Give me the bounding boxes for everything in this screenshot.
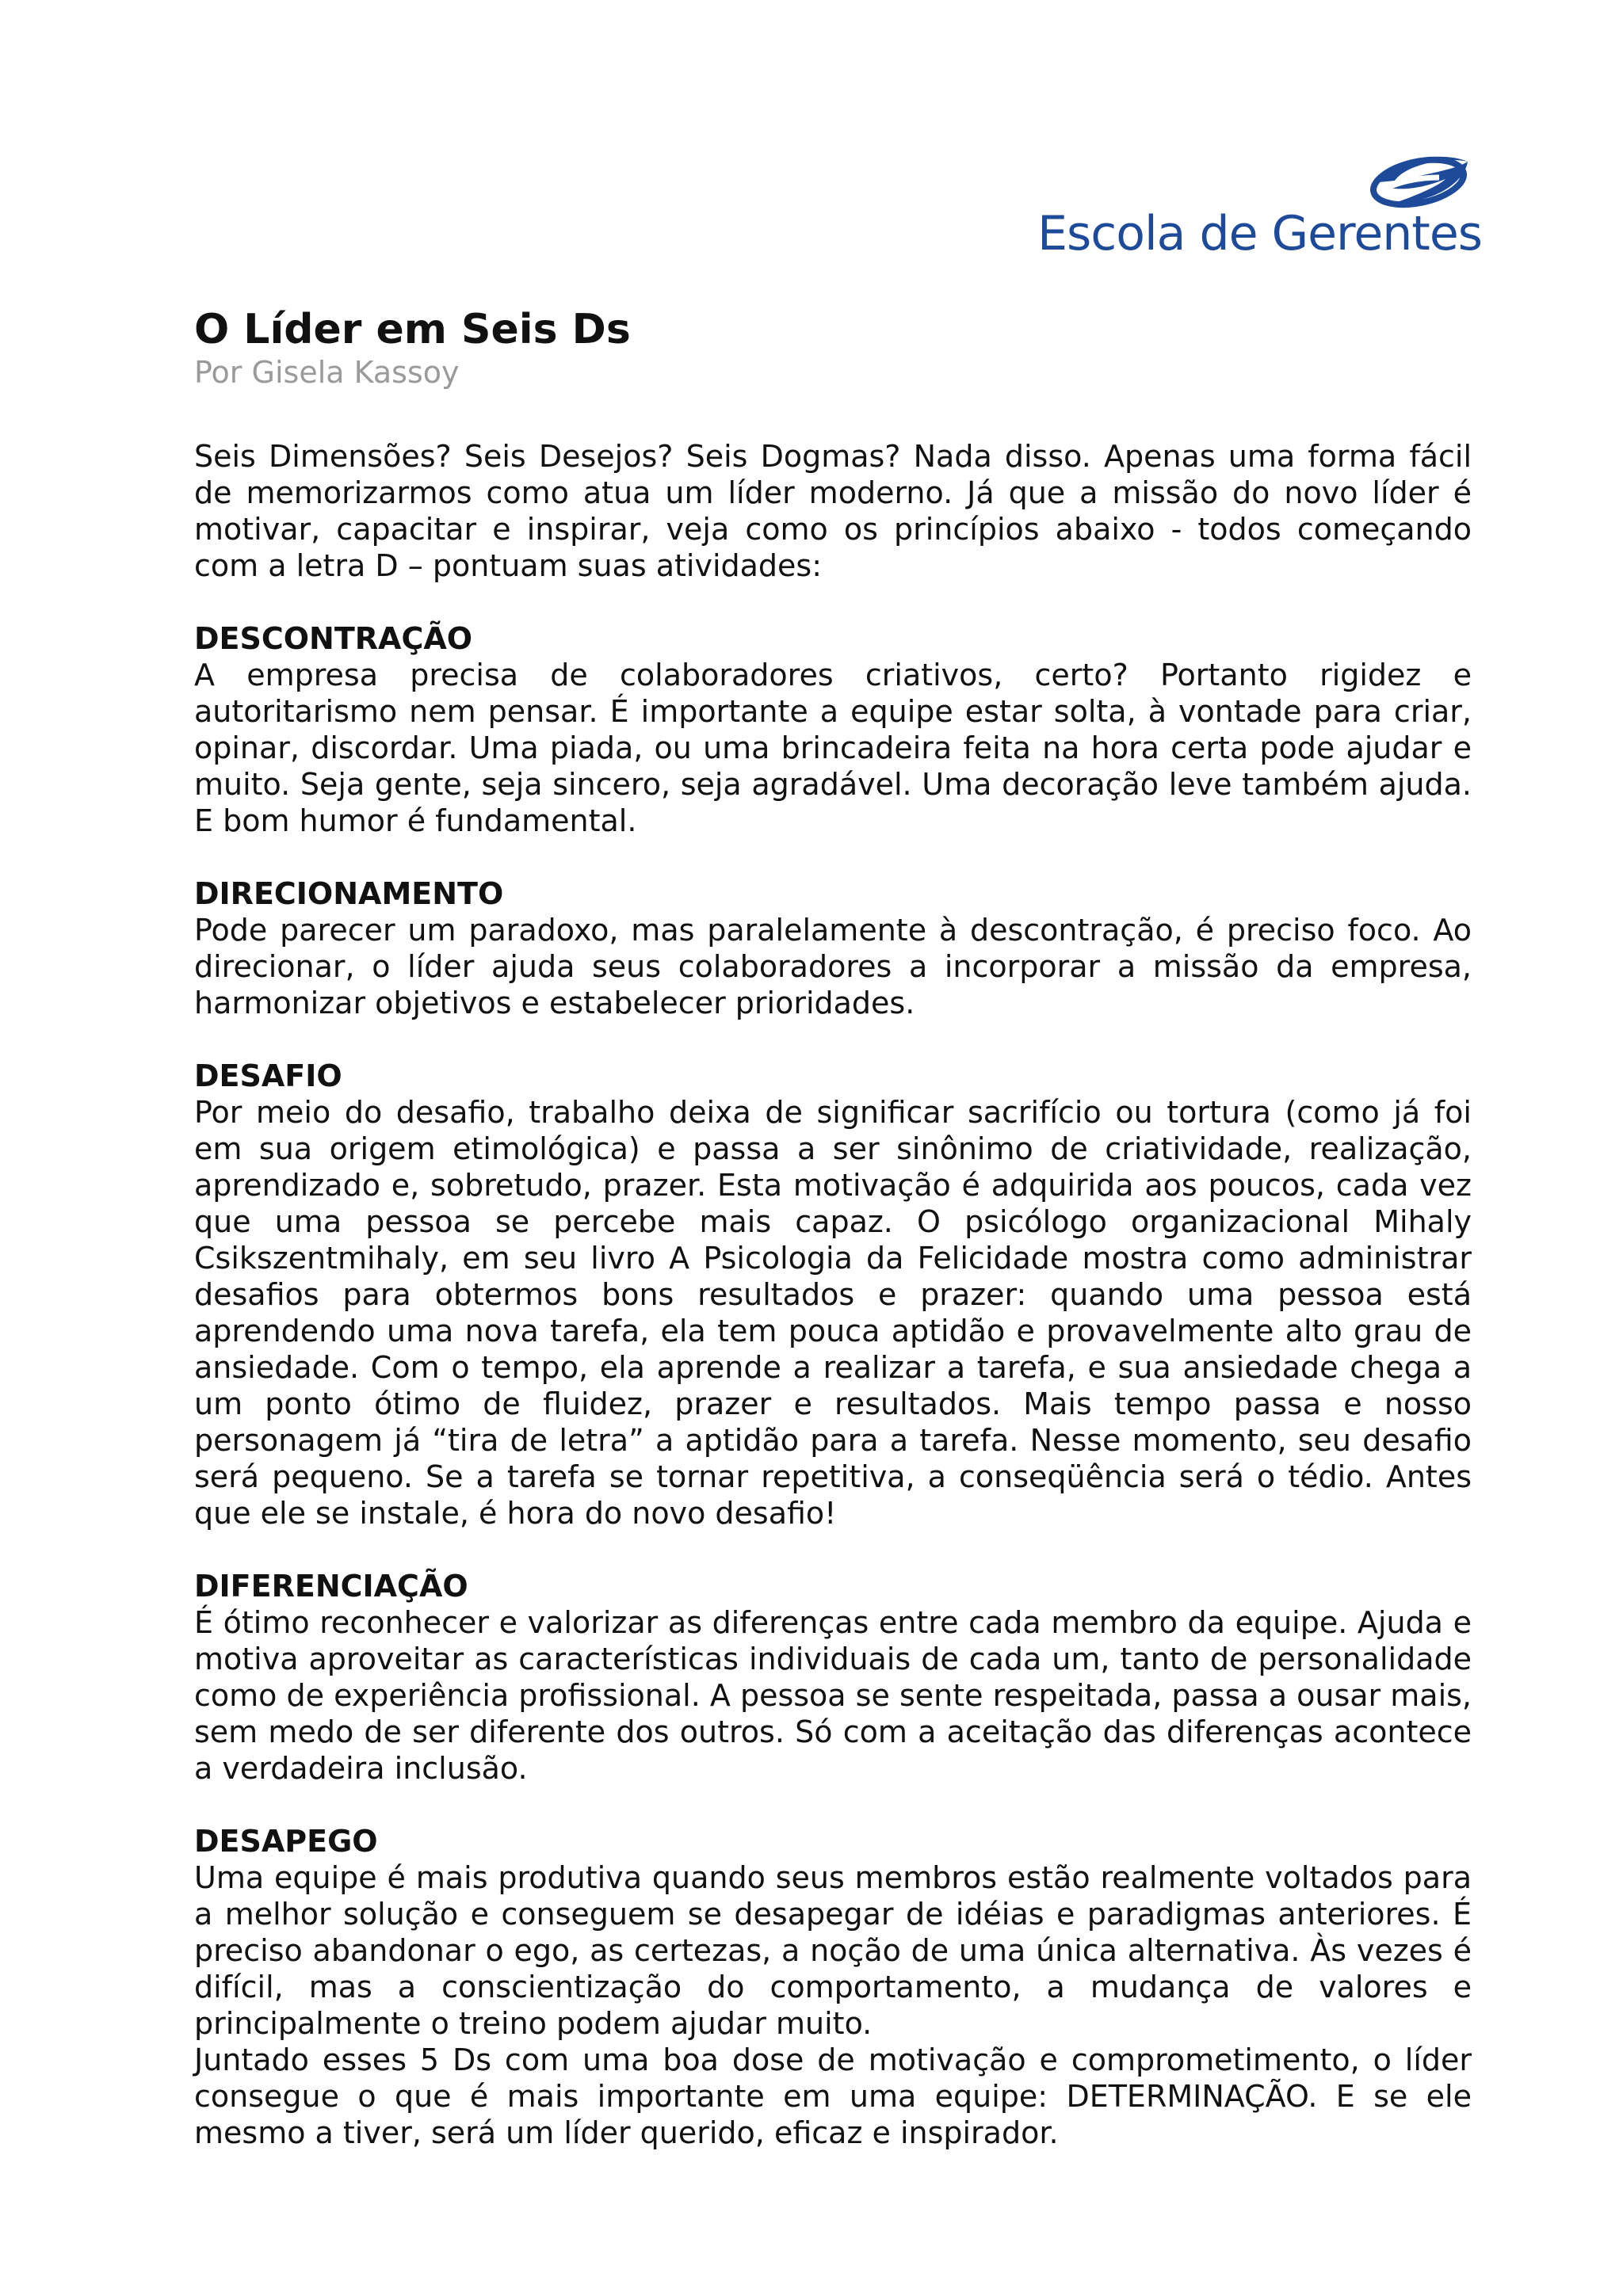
section-direcionamento [194, 875, 1472, 1021]
section-desapego [194, 1823, 1472, 2151]
section-body: Uma equipe é mais produtiva quando seus membros estão realmente voltados para a melhor solução e conseguem se desapegar de idéias e paradigmas anteriores. É preciso abandonar o ego, as certezas, a noção de uma única alternativa. Às vezes é difícil, mas a conscientização do comportamento, a mudança de valores e principalmente o treino podem ajudar muito. [194, 1860, 1472, 2041]
section-body: A empresa precisa de colaboradores criativos, certo? Portanto rigidez e autoritarismo nem pensar. É importante a equipe estar solta, à vontade para criar, opinar, discordar. Uma piada, ou uma brincadeira feita na hora certa pode ajudar e muito. Seja gente, seja sincero, seja agradável. Uma decoração leve também ajuda. E bom humor é fundamental. [194, 658, 1472, 838]
intro-paragraph: Seis Dimensões? Seis Desejos? Seis Dogmas? Nada disso. Apenas uma forma fácil de memorizarmos como atua um líder moderno. Já que a missão do novo líder é motivar, capacitar e inspirar, veja como os princípios abaixo - todos começando com a letra D – pontuam suas atividades: [194, 439, 1472, 583]
section-body: Pode parecer um paradoxo, mas paralelamente à descontração, é preciso foco. Ao direcionar, o líder ajuda seus colaboradores a incorporar a missão da empresa, harmonizar objetivos e estabelecer prioridades. [194, 913, 1472, 1020]
section-heading: DESAPEGO [194, 1824, 378, 1859]
logo-text: Escola de Gerentes [1037, 206, 1482, 261]
closing-paragraph: Juntado esses 5 Ds com uma boa dose de motivação e comprometimento, o líder consegue o que é mais importante em uma equipe: DETERMINAÇÃO. E se ele mesmo a tiver, será um líder querido, eficaz e inspirador. [194, 2042, 1472, 2150]
section-heading: DESCONTRAÇÃO [194, 621, 473, 656]
section-diferenciacao [194, 1568, 1472, 1787]
article-title: O Líder em Seis Ds [194, 306, 631, 353]
section-body: Por meio do desafio, trabalho deixa de significar sacrifício ou tortura (como já foi em sua origem etimológica) e passa a ser sinônimo de criatividade, realização, aprendizado e, sobretudo, prazer. Esta motivação é adquirida aos poucos, cada vez que uma pessoa se percebe mais capaz. O psicólogo organizacional Mihaly Csikszentmihaly, em seu livro A Psicologia da Felicidade mostra como administrar desafios para obtermos bons resultados e prazer: quando uma pessoa está aprendendo uma nova tarefa, ela tem pouca aptidão e provavelmente alto grau de ansiedade. Com o tempo, ela aprende a realizar a tarefa, e sua ansiedade chega a um ponto ótimo de fluidez, prazer e resultados. Mais tempo passa e nosso personagem já “tira de letra” a aptidão para a tarefa. Nesse momento, seu desafio será pequeno. Se a tarefa se tornar repetitiva, a conseqüência será o tédio. Antes que ele se instale, é hora do novo desafio! [194, 1095, 1472, 1531]
section-heading: DIRECIONAMENTO [194, 876, 504, 911]
section-descontracao [194, 620, 1472, 839]
section-body: É ótimo reconhecer e valorizar as diferenças entre cada membro da equipe. Ajuda e motiva aproveitar as características individuais de cada um, tanto de personalidade como de experiência profissional. A pessoa se sente respeitada, passa a ousar mais, sem medo de ser diferente dos outros. Só com a aceitação das diferenças acontece a verdadeira inclusão. [194, 1605, 1472, 1786]
section-heading: DIFERENCIAÇÃO [194, 1569, 468, 1604]
escola-de-gerentes-logo [1037, 151, 1482, 261]
swoosh-logo-icon [1363, 151, 1474, 214]
section-heading: DESAFIO [194, 1058, 342, 1093]
article [194, 305, 1472, 2151]
section-desafio [194, 1058, 1472, 1531]
article-byline: Por Gisela Kassoy [194, 355, 460, 390]
